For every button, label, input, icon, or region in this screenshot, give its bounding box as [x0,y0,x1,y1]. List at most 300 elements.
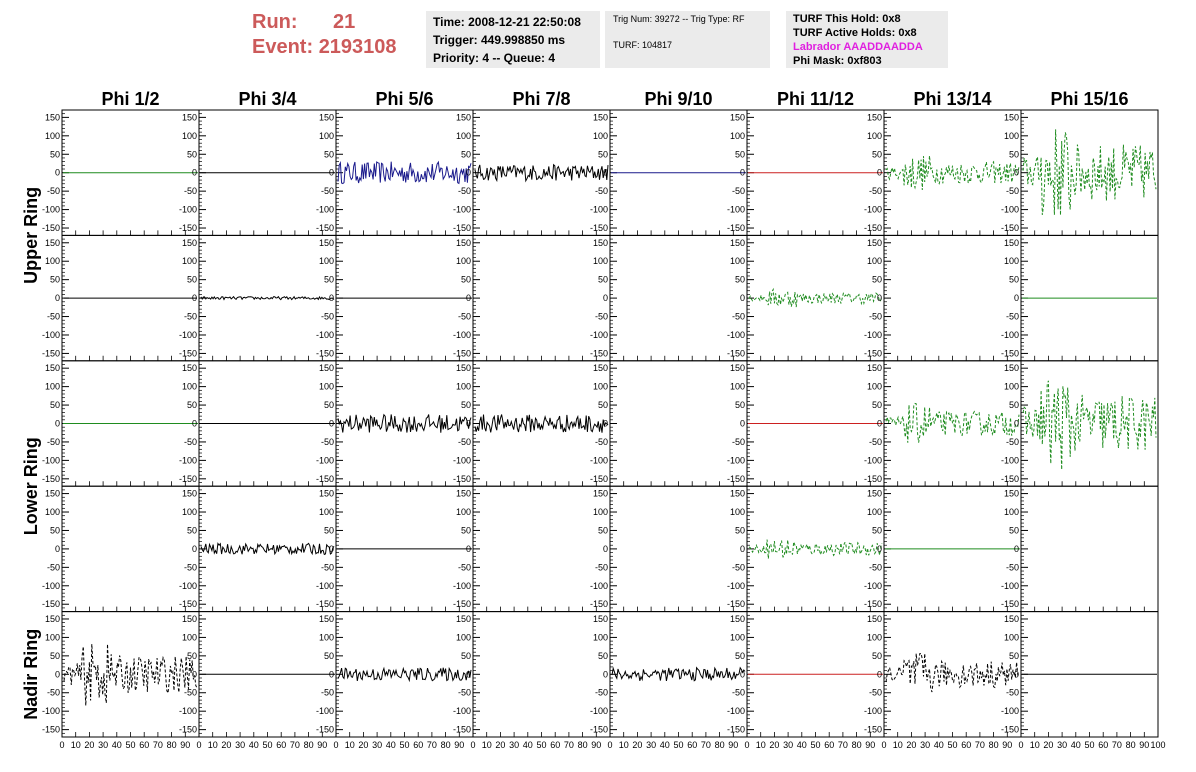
waveform-panel [1001,612,1158,737]
y-tick-label: 50 [186,650,197,661]
y-tick-label: -100 [726,580,745,591]
y-tick-label: -100 [178,455,197,466]
y-tick-label: 150 [592,363,608,374]
x-tick-label: 0 [881,740,887,750]
y-tick-label: -100 [315,455,334,466]
y-tick-label: 0 [191,669,197,680]
waveform-panel [179,361,336,486]
y-tick-label: -150 [863,599,882,610]
y-tick-label: -50 [320,186,334,197]
x-tick-label: 10 [892,740,903,750]
y-tick-label: -100 [726,706,745,717]
x-tick-label: 40 [659,740,670,750]
y-tick-label: 150 [866,613,882,624]
trig-num-line: Trig Num: 39272 -- Trig Type: RF [613,14,745,24]
y-tick-label: -150 [1000,348,1019,359]
y-tick-label: 100 [44,507,60,518]
waveform-panel [316,486,473,611]
waveform-panel [864,235,1021,360]
waveform-panel [727,361,884,486]
x-tick-label: 60 [961,740,972,750]
x-tick-label: 50 [673,740,684,750]
event-label: Event: [252,36,314,58]
column-title: Phi 11/12 [776,89,855,109]
run-label: Run: [252,11,298,33]
waveform-trace [1023,129,1156,215]
waveform-panel [590,486,747,611]
y-tick-label: 150 [729,237,745,248]
y-tick-label: -50 [457,436,471,447]
panel-frame [884,612,1021,737]
y-tick-label: -150 [589,599,608,610]
x-tick-label: 90 [865,740,876,750]
waveform-panel [727,110,884,235]
x-tick-label: 20 [632,740,643,750]
panel-frame [473,486,610,611]
y-tick-label: 50 [186,400,197,411]
y-tick-label: 150 [181,363,197,374]
y-tick-label: -150 [589,223,608,234]
y-tick-label: 50 [734,650,745,661]
y-tick-label: -150 [863,348,882,359]
waveform-panel [316,361,473,486]
y-tick-label: -50 [457,311,471,322]
y-tick-label: -100 [41,706,60,717]
y-tick-label: -100 [178,329,197,340]
y-tick-label: -50 [320,562,334,573]
y-tick-label: -50 [457,562,471,573]
y-tick-label: -100 [315,329,334,340]
y-tick-label: 150 [1003,237,1019,248]
y-tick-label: 50 [597,274,608,285]
y-tick-label: -100 [41,204,60,215]
x-tick-label: 100 [1150,740,1166,750]
y-tick-label: 0 [191,543,197,554]
y-tick-label: -50 [594,562,608,573]
y-tick-label: 0 [328,418,334,429]
x-tick-label: 20 [906,740,917,750]
y-tick-label: -150 [726,599,745,610]
y-tick-label: 50 [871,650,882,661]
x-tick-label: 10 [344,740,355,750]
y-tick-label: 0 [739,293,745,304]
y-tick-label: 0 [54,293,60,304]
y-tick-label: 100 [1003,632,1019,643]
y-tick-label: 150 [729,488,745,499]
y-tick-label: -150 [41,473,60,484]
y-tick-label: 50 [871,149,882,160]
x-tick-label: 0 [1018,740,1024,750]
y-tick-label: -50 [183,311,197,322]
y-tick-label: 0 [328,293,334,304]
y-tick-label: 100 [181,632,197,643]
y-tick-label: 100 [44,130,60,141]
y-tick-label: 150 [318,613,334,624]
y-tick-label: -50 [1005,436,1019,447]
y-tick-label: -100 [315,580,334,591]
y-tick-label: -150 [452,724,471,735]
y-tick-label: -150 [726,724,745,735]
y-tick-label: 0 [1013,167,1019,178]
waveform-panel [864,486,1021,611]
y-tick-label: 50 [597,400,608,411]
time-line: Time: 2008-12-21 22:50:08 [433,15,581,29]
waveform-trace [475,415,608,433]
y-tick-label: 150 [1003,488,1019,499]
y-tick-label: -100 [452,204,471,215]
y-tick-label: 150 [318,237,334,248]
x-tick-label: 90 [728,740,739,750]
y-tick-label: -50 [183,562,197,573]
y-tick-label: 50 [734,400,745,411]
waveform-panel [316,612,473,737]
waveform-panel [864,361,1021,486]
waveform-panel [1001,486,1158,611]
y-tick-label: 100 [1003,130,1019,141]
y-tick-label: -150 [863,223,882,234]
y-tick-label: 100 [181,381,197,392]
y-tick-label: -100 [452,329,471,340]
y-tick-label: 0 [876,293,882,304]
column-title: Phi 15/16 [1050,89,1129,109]
y-tick-label: 150 [44,363,60,374]
x-tick-label: 20 [358,740,369,750]
y-tick-label: 50 [597,525,608,536]
x-tick-label: 30 [235,740,246,750]
y-tick-label: -150 [315,348,334,359]
y-tick-label: -150 [315,724,334,735]
x-tick-label: 50 [1084,740,1095,750]
y-tick-label: -50 [868,311,882,322]
y-tick-label: 50 [871,525,882,536]
x-tick-label: 60 [824,740,835,750]
y-tick-label: 100 [318,256,334,267]
waveform-panel [179,612,336,737]
x-tick-label: 30 [783,740,794,750]
y-tick-label: -50 [46,436,60,447]
y-tick-label: 50 [186,274,197,285]
y-tick-label: 100 [318,632,334,643]
y-tick-label: -100 [863,329,882,340]
y-tick-label: 50 [460,650,471,661]
waveform-panel [179,486,336,611]
y-tick-label: -150 [315,473,334,484]
x-tick-label: 40 [111,740,122,750]
y-tick-label: -150 [726,473,745,484]
y-tick-label: 150 [455,363,471,374]
x-tick-label: 40 [522,740,533,750]
x-tick-label: 40 [796,740,807,750]
y-tick-label: -50 [1005,562,1019,573]
waveform-trace [338,162,471,184]
y-tick-label: 0 [602,293,608,304]
y-tick-label: 100 [1003,381,1019,392]
y-tick-label: 0 [328,167,334,178]
x-tick-label: 50 [810,740,821,750]
panel-frame [1021,110,1158,235]
y-tick-label: -50 [731,687,745,698]
y-tick-label: 100 [181,130,197,141]
y-tick-label: -150 [41,599,60,610]
y-tick-label: 100 [318,507,334,518]
y-tick-label: -50 [731,311,745,322]
y-tick-label: -50 [183,436,197,447]
x-tick-label: 0 [607,740,613,750]
y-tick-label: -150 [1000,599,1019,610]
y-tick-label: -100 [726,204,745,215]
y-tick-label: -100 [41,329,60,340]
waveform-panel [179,110,336,235]
y-tick-label: -150 [178,348,197,359]
waveform-panel [42,612,199,737]
y-tick-label: 50 [186,149,197,160]
x-tick-label: 70 [837,740,848,750]
panel-frame [336,361,473,486]
turf-hold-line: TURF This Hold: 0x8 [793,13,901,25]
y-tick-label: 50 [597,149,608,160]
y-tick-label: -50 [457,687,471,698]
x-tick-label: 50 [262,740,273,750]
x-tick-label: 30 [509,740,520,750]
y-tick-label: -150 [863,724,882,735]
panel-frame [62,486,199,611]
y-tick-label: 150 [592,613,608,624]
y-tick-label: 0 [602,669,608,680]
y-tick-label: 50 [734,525,745,536]
y-tick-label: 100 [1003,256,1019,267]
y-tick-label: 150 [44,237,60,248]
y-tick-label: 0 [876,167,882,178]
x-tick-label: 0 [333,740,339,750]
column-title: Phi 1/2 [101,89,160,109]
y-tick-label: 50 [49,525,60,536]
waveform-panel [453,110,610,235]
x-tick-label: 80 [577,740,588,750]
waveform-panel [42,486,199,611]
y-tick-label: -150 [315,223,334,234]
y-tick-label: 150 [866,237,882,248]
y-tick-label: 50 [323,400,334,411]
y-tick-label: -50 [1005,186,1019,197]
y-tick-label: -50 [594,436,608,447]
y-tick-label: -100 [41,455,60,466]
y-tick-label: 50 [1008,525,1019,536]
y-tick-label: 0 [328,669,334,680]
x-tick-label: 90 [1002,740,1013,750]
y-tick-label: 150 [1003,363,1019,374]
y-tick-label: -150 [452,223,471,234]
column-title: Phi 3/4 [238,89,297,109]
y-tick-label: 0 [1013,669,1019,680]
y-tick-label: -100 [1000,580,1019,591]
y-tick-label: 150 [1003,112,1019,123]
waveform-panel [1001,110,1158,235]
y-tick-label: 100 [181,256,197,267]
y-tick-label: 100 [44,632,60,643]
y-tick-label: 100 [455,256,471,267]
y-tick-label: -50 [46,186,60,197]
y-tick-label: -100 [1000,329,1019,340]
y-tick-label: 0 [739,669,745,680]
y-tick-label: -50 [868,436,882,447]
y-tick-label: 150 [866,112,882,123]
y-tick-label: 150 [866,363,882,374]
y-tick-label: 150 [181,237,197,248]
y-tick-label: 50 [460,149,471,160]
y-tick-label: 0 [1013,293,1019,304]
column-title: Phi 13/14 [913,89,992,109]
panel-frame [610,486,747,611]
y-tick-label: -100 [315,706,334,717]
waveform-panel [42,235,199,360]
y-tick-label: 150 [455,237,471,248]
y-tick-label: 0 [739,418,745,429]
y-tick-label: 150 [729,112,745,123]
y-tick-label: -50 [594,186,608,197]
y-tick-label: -150 [452,473,471,484]
y-tick-label: -100 [589,580,608,591]
y-tick-label: 100 [729,507,745,518]
labrador-line: Labrador AAADDAADDA [793,41,923,53]
y-tick-label: 0 [54,669,60,680]
y-tick-label: 150 [318,488,334,499]
y-tick-label: 100 [181,507,197,518]
y-tick-label: 50 [871,274,882,285]
y-tick-label: -50 [183,687,197,698]
y-tick-label: -50 [594,311,608,322]
waveform-panel [453,361,610,486]
y-tick-label: 0 [602,543,608,554]
y-tick-label: -50 [594,687,608,698]
panel-frame [884,361,1021,486]
x-tick-label: 90 [317,740,328,750]
y-tick-label: 50 [1008,149,1019,160]
waveform-panel [590,110,747,235]
waveform-panel [590,235,747,360]
x-tick-label: 0 [196,740,202,750]
waveform-trace [201,543,334,554]
y-tick-label: 0 [191,418,197,429]
y-tick-label: -50 [320,687,334,698]
y-tick-label: -150 [315,599,334,610]
y-tick-label: -100 [315,204,334,215]
x-tick-label: 90 [1139,740,1150,750]
x-tick-label: 80 [440,740,451,750]
x-tick-label: 10 [481,740,492,750]
y-tick-label: 150 [44,488,60,499]
y-tick-label: 0 [54,418,60,429]
y-tick-label: -150 [178,724,197,735]
x-tick-label: 70 [426,740,437,750]
y-tick-label: 100 [866,507,882,518]
x-tick-label: 40 [933,740,944,750]
waveform-trace [1023,381,1156,470]
y-tick-label: 50 [49,650,60,661]
x-tick-label: 20 [84,740,95,750]
y-tick-label: -50 [46,311,60,322]
y-tick-label: -150 [1000,473,1019,484]
x-tick-label: 60 [1098,740,1109,750]
x-tick-label: 70 [974,740,985,750]
y-tick-label: -100 [726,455,745,466]
waveform-trace [886,156,1019,190]
x-tick-label: 60 [413,740,424,750]
x-tick-label: 10 [618,740,629,750]
y-tick-label: -100 [178,580,197,591]
y-tick-label: 100 [866,381,882,392]
y-tick-label: -100 [863,706,882,717]
x-tick-label: 20 [495,740,506,750]
x-tick-label: 50 [399,740,410,750]
y-tick-label: 50 [871,400,882,411]
y-tick-label: 100 [729,381,745,392]
x-tick-label: 20 [1043,740,1054,750]
y-tick-label: 0 [465,418,471,429]
y-tick-label: -50 [320,436,334,447]
waveform-trace [612,668,745,681]
y-tick-label: -150 [178,223,197,234]
y-tick-label: 100 [455,381,471,392]
x-tick-label: 70 [152,740,163,750]
phi-mask-line: Phi Mask: 0xf803 [793,55,882,67]
x-tick-label: 50 [125,740,136,750]
x-tick-label: 80 [714,740,725,750]
y-tick-label: 50 [323,525,334,536]
y-tick-label: 50 [734,274,745,285]
waveform-panel [727,235,884,360]
y-tick-label: 50 [49,274,60,285]
y-tick-label: -100 [726,329,745,340]
x-tick-label: 70 [289,740,300,750]
x-tick-label: 60 [139,740,150,750]
y-tick-label: 0 [465,669,471,680]
x-tick-label: 0 [744,740,750,750]
waveform-panel [316,110,473,235]
y-tick-label: 50 [323,650,334,661]
y-tick-label: -50 [731,562,745,573]
y-tick-label: 150 [729,613,745,624]
x-tick-label: 90 [454,740,465,750]
x-tick-label: 50 [536,740,547,750]
y-tick-label: 50 [460,525,471,536]
waveform-panel [590,361,747,486]
y-tick-label: -150 [452,599,471,610]
y-tick-label: -100 [41,580,60,591]
y-tick-label: -100 [863,204,882,215]
y-tick-label: -50 [46,687,60,698]
y-tick-label: 150 [318,112,334,123]
x-tick-label: 20 [769,740,780,750]
y-tick-label: 100 [592,507,608,518]
column-title: Phi 5/6 [375,89,434,109]
waveform-panel [42,110,199,235]
y-tick-label: -150 [589,348,608,359]
y-tick-label: 0 [739,167,745,178]
column-title: Phi 7/8 [512,89,571,109]
turf-line: TURF: 104817 [613,40,673,50]
x-tick-label: 40 [248,740,259,750]
ring-title: Lower Ring [21,437,41,536]
run-value: 21 [333,11,356,33]
x-tick-label: 30 [372,740,383,750]
y-tick-label: -100 [863,580,882,591]
y-tick-label: 100 [455,507,471,518]
waveform-panel [316,235,473,360]
y-tick-label: -50 [731,186,745,197]
waveform-panel [42,361,199,486]
y-tick-label: 100 [592,632,608,643]
y-tick-label: 100 [455,632,471,643]
